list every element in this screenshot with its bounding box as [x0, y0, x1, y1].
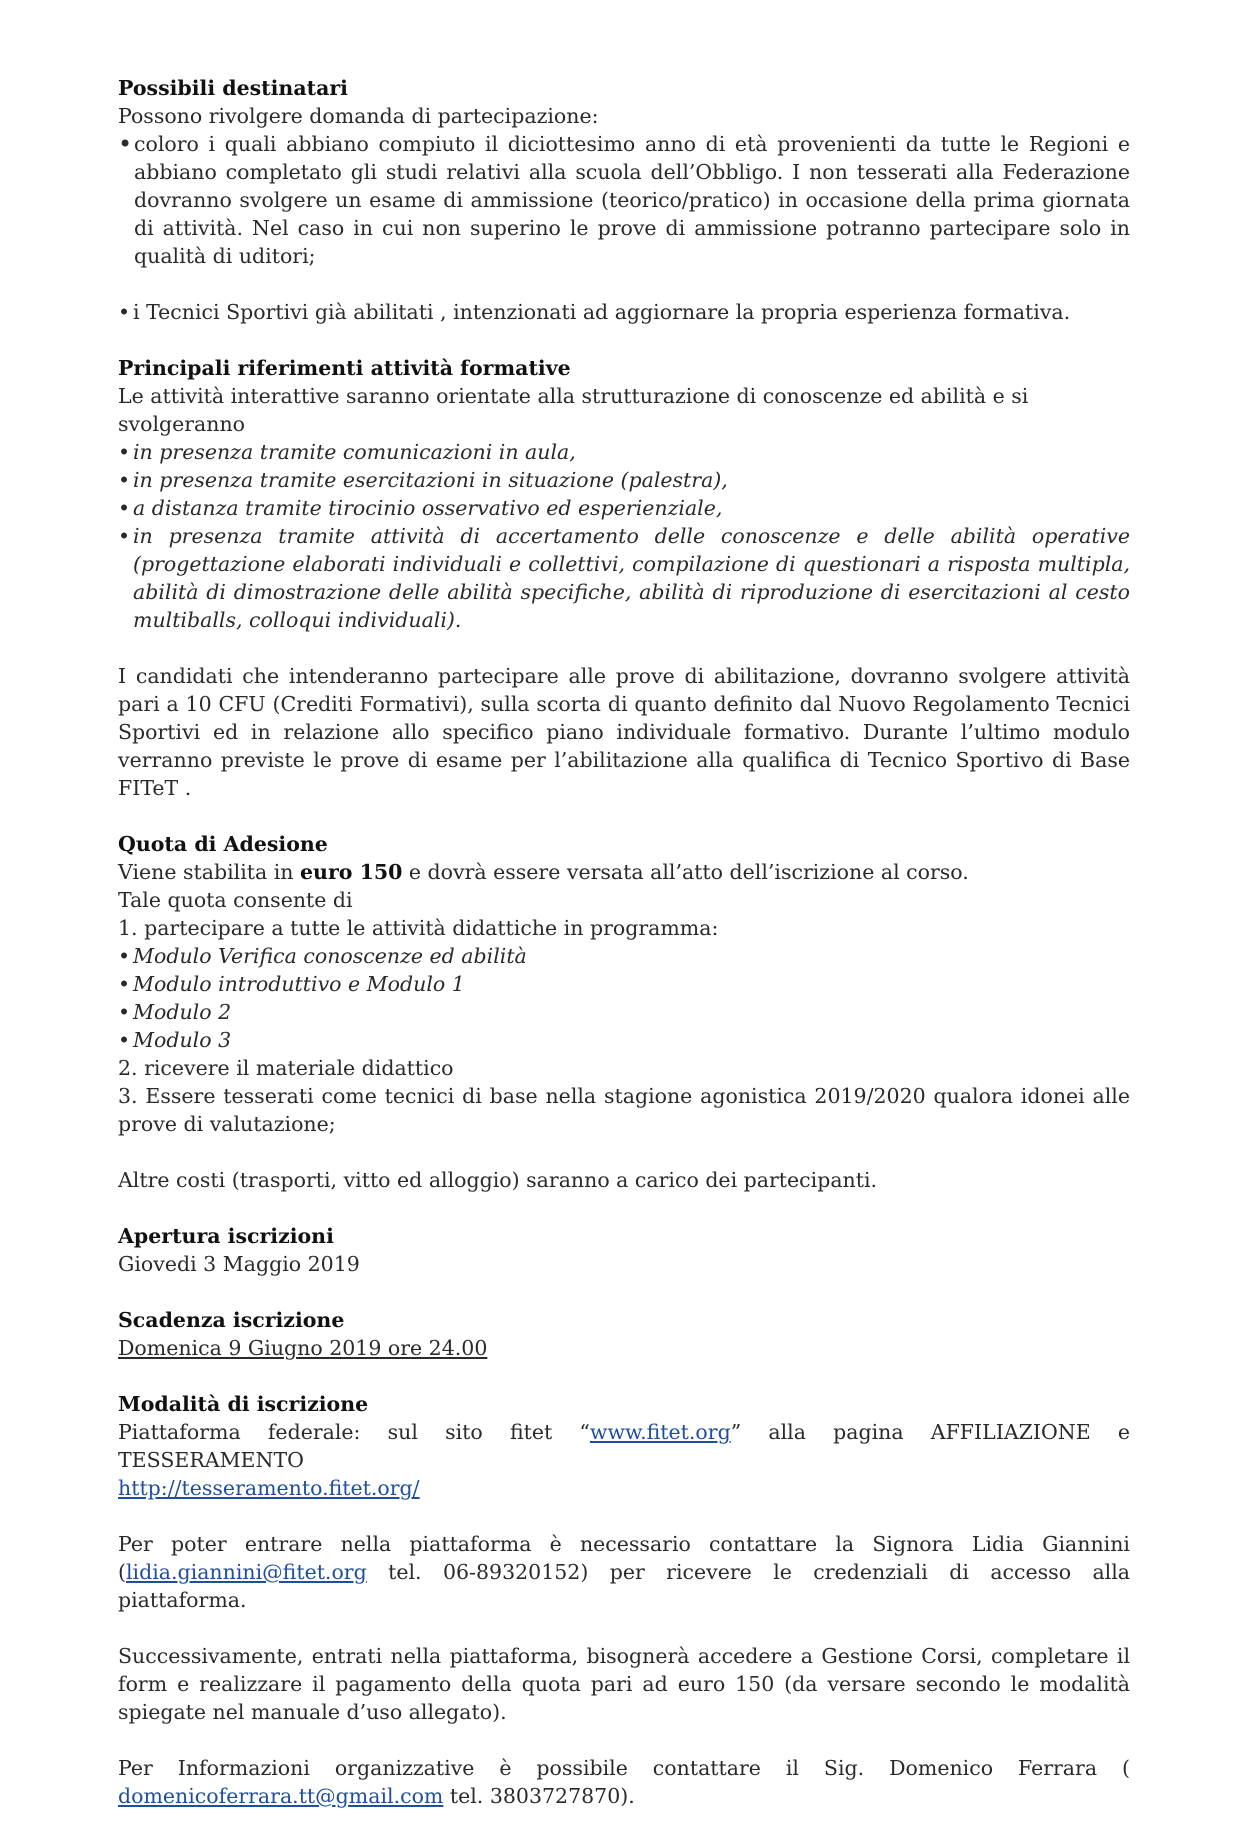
- heading-apertura: Apertura iscrizioni: [118, 1224, 334, 1248]
- section-quota: [118, 830, 1130, 1194]
- quota-line-1-post: e dovrà essere versata all’atto dell’iscrizione al corso.: [402, 860, 969, 884]
- modalita-p1-post: ” alla pagina AFFILIAZIONE e TESSERAMENTO: [118, 1420, 1130, 1472]
- quota-line-4: 2. ricevere il materiale didattico: [118, 1056, 454, 1080]
- domenico-email-link[interactable]: domenicoferrara.tt@gmail.com: [118, 1784, 444, 1808]
- quota-line-1-pre: Viene stabilita in: [118, 860, 301, 884]
- destinatari-bullet-2: • i Tecnici Sportivi già abilitati , intenzionati ad aggiornare la propria esperienza formativa.: [118, 298, 1130, 326]
- scadenza-date: Domenica 9 Giugno 2019 ore 24.00: [118, 1336, 488, 1360]
- section-apertura: [118, 1222, 1130, 1278]
- section-riferimenti: [118, 354, 1130, 634]
- destinatari-bullet-1: • coloro i quali abbiano compiuto il diciottesimo anno di età provenienti da tutte le Regioni e abbiano completato gli studi relativi alla scuola dell’Obbligo. I non tesserati alla Federazione dovranno svolgere un esame di ammissione (teorico/pratico) in occasione della prima giornata di attività. Nel caso in cui non superino le prove di ammissione potranno partecipare solo in qualità di uditori;: [118, 130, 1130, 270]
- destinatari-intro: Possono rivolgere domanda di partecipazione:: [118, 104, 599, 128]
- heading-quota: Quota di Adesione: [118, 832, 328, 856]
- apertura-date: Giovedi 3 Maggio 2019: [118, 1252, 360, 1276]
- module-item: • Modulo Verifica conoscenze ed abilità: [118, 942, 1130, 970]
- quota-line-5: 3. Essere tesserati come tecnici di base nella stagione agonistica 2019/2020 qualora idonei alle prove di valutazione;: [118, 1084, 1130, 1136]
- section-modalita: [118, 1390, 1130, 1502]
- modalita-paragraph-1b: [118, 1474, 1130, 1502]
- tesseramento-link[interactable]: http://tesseramento.fitet.org/: [118, 1476, 420, 1500]
- modalita-paragraph-1: [118, 1418, 1130, 1474]
- quota-line-1: [118, 858, 1130, 886]
- modalita-p2-pre: Per poter entrare nella piattaforma è necessario contattare la Signora Lidia Giannini (: [118, 1532, 1130, 1584]
- riferimenti-item: • in presenza tramite attività di accertamento delle conoscenze e delle abilità operative (progettazione elaborati individuali e collettivi, compilazione di questionari a risposta multipla, abilità di dimostrazione delle abilità specifiche, abilità di riproduzione di esercitazioni al cesto multiballs, colloqui individuali).: [118, 522, 1130, 634]
- lidia-email-link[interactable]: lidia.giannini@fitet.org: [126, 1560, 367, 1584]
- module-item: • Modulo 2: [118, 998, 1130, 1026]
- modalita-paragraph-3: Successivamente, entrati nella piattaforma, bisognerà accedere a Gestione Corsi, completare il form e realizzare il pagamento della quota pari ad euro 150 (da versare secondo le modalità spiegate nel manuale d’uso allegato).: [118, 1644, 1130, 1724]
- heading-modalita: Modalità di iscrizione: [118, 1392, 369, 1416]
- heading-scadenza: Scadenza iscrizione: [118, 1308, 345, 1332]
- modalita-p4-pre: Per Informazioni organizzative è possibile contattare il Sig. Domenico Ferrara (: [118, 1756, 1130, 1780]
- paragraph-candidati: I candidati che intenderanno partecipare alle prove di abilitazione, dovranno svolgere attività pari a 10 CFU (Crediti Formativi), sulla scorta di quanto definito dal Nuovo Regolamento Tecnici Sportivi ed in relazione allo specifico piano individuale formativo. Durante l’ultimo modulo verranno previste le prove di esame per l’abilitazione alla qualifica di Tecnico Sportivo di Base FITeT .: [118, 664, 1130, 800]
- riferimenti-item: • in presenza tramite comunicazioni in aula,: [118, 438, 1130, 466]
- quota-line-3: 1. partecipare a tutte le attività didattiche in programma:: [118, 916, 719, 940]
- modalita-p1-pre: Piattaforma federale: sul sito fitet “: [118, 1420, 590, 1444]
- module-item: • Modulo introduttivo e Modulo 1: [118, 970, 1130, 998]
- section-scadenza: [118, 1306, 1130, 1362]
- modalita-p2-post: tel. 06-89320152) per ricevere le credenziali di accesso alla piattaforma.: [118, 1560, 1130, 1612]
- modalita-p4-post: tel. 3803727870).: [443, 1784, 635, 1808]
- heading-destinatari: Possibili destinatari: [118, 76, 348, 100]
- document-page: [118, 74, 1130, 1838]
- quota-amount: euro 150: [300, 860, 403, 884]
- modalita-paragraph-4: [118, 1754, 1130, 1810]
- module-item: • Modulo 3: [118, 1026, 1130, 1054]
- heading-riferimenti: Principali riferimenti attività formative: [118, 356, 571, 380]
- riferimenti-item: • in presenza tramite esercitazioni in situazione (palestra),: [118, 466, 1130, 494]
- quota-line-2: Tale quota consente di: [118, 888, 353, 912]
- fitet-site-link[interactable]: www.fitet.org: [589, 1420, 731, 1444]
- modalita-paragraph-2: [118, 1530, 1130, 1614]
- quota-line-6: Altre costi (trasporti, vitto ed alloggio) saranno a carico dei partecipanti.: [118, 1168, 878, 1192]
- riferimenti-intro: Le attività interattive saranno orientate alla strutturazione di conoscenze ed abilità e si svolgeranno: [118, 384, 1029, 436]
- section-destinatari: [118, 74, 1130, 326]
- riferimenti-item: • a distanza tramite tirocinio osservativo ed esperienziale,: [118, 494, 1130, 522]
